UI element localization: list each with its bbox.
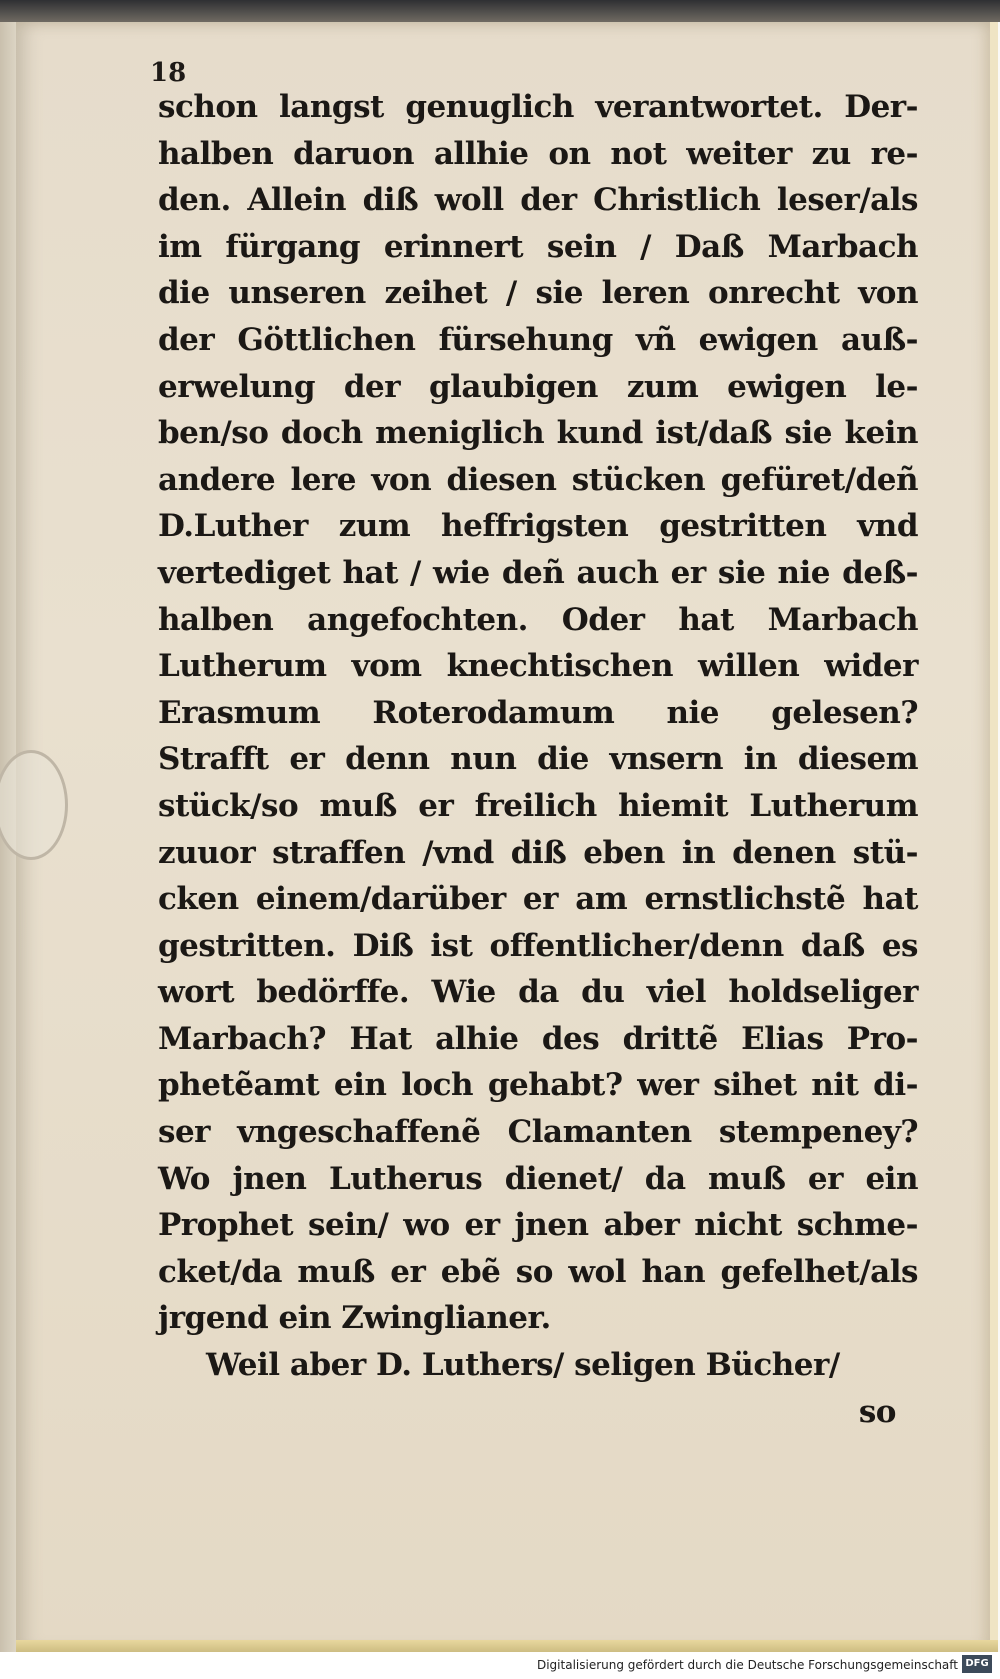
page-bottom-edge [16,1640,998,1652]
text-line: erwelung der glaubigen zum ewigen le- [158,368,918,405]
text-line: halben daruon allhie on not weiter zu re- [158,135,918,172]
text-line: Strafft er denn nun die vnsern in diesem [158,741,918,778]
text-line: der Göttlichen fürsehung vñ ewigen auß- [158,321,918,358]
page-number: 18 [150,58,187,88]
footer-credit: Digitalisierung gefördert durch die Deutsche Forschungsgemeinschaft [536,1658,958,1672]
text-line: cken einem/darüber er am ernstlichstẽ hat [158,881,918,918]
text-line: phetẽamt ein loch gehabt? wer sihet nit di- [158,1067,918,1104]
text-line: D.Luther zum heffrigsten gestritten vnd [158,508,918,545]
text-line: jrgend ein Zwinglianer. [158,1300,551,1337]
text-line: halben angefochten. Oder hat Marbach [158,601,918,638]
text-line: schon langst genuglich verantwortet. Der- [158,89,918,125]
page-text-block [158,84,918,1435]
text-line: Marbach? Hat alhie des drittẽ Elias Pro- [158,1020,918,1057]
text-line: Prophet sein/ wo er jnen aber nicht schme- [158,1207,918,1244]
text-line: Erasmum Roterodamum nie gelesen? [158,694,918,731]
catchword: so [858,1393,896,1430]
text-line: die unseren zeihet / sie leren onrecht von [158,275,918,312]
text-line: wort bedörffe. Wie da du viel holdseliger [158,974,918,1011]
text-line: gestritten. Diß ist offentlicher/denn daß es [158,927,918,964]
text-line: zuuor straffen /vnd diß eben in denen stü- [158,834,918,871]
text-line: ser vngeschaffenẽ Clamanten stempeney? [158,1114,918,1151]
text-line: vertediget hat / wie deñ auch er sie nie deß- [158,554,918,591]
dfg-logo-icon: DFG [962,1655,992,1673]
text-line: Lutherum vom knechtischen willen wider [158,648,918,685]
text-line: im fürgang erinnert sein / Daß Marbach [158,228,918,265]
book-top-edge [0,0,1000,22]
text-line: andere lere von diesen stücken gefüret/deñ [158,461,918,498]
paragraph-start-line: Weil aber D. Luthers/ seligen Bücher/ [206,1347,840,1384]
text-line: ben/so doch meniglich kund ist/daß sie kein [158,415,918,452]
text-line: cket/da muß er ebẽ so wol han gefelhet/als [158,1253,918,1290]
text-line: stück/so muß er freilich hiemit Lutherum [158,787,918,824]
text-line: den. Allein diß woll der Christlich leser/als [158,182,918,219]
text-line: Wo jnen Lutherus dienet/ da muß er ein [158,1160,918,1197]
page-tab-notch [0,750,68,860]
